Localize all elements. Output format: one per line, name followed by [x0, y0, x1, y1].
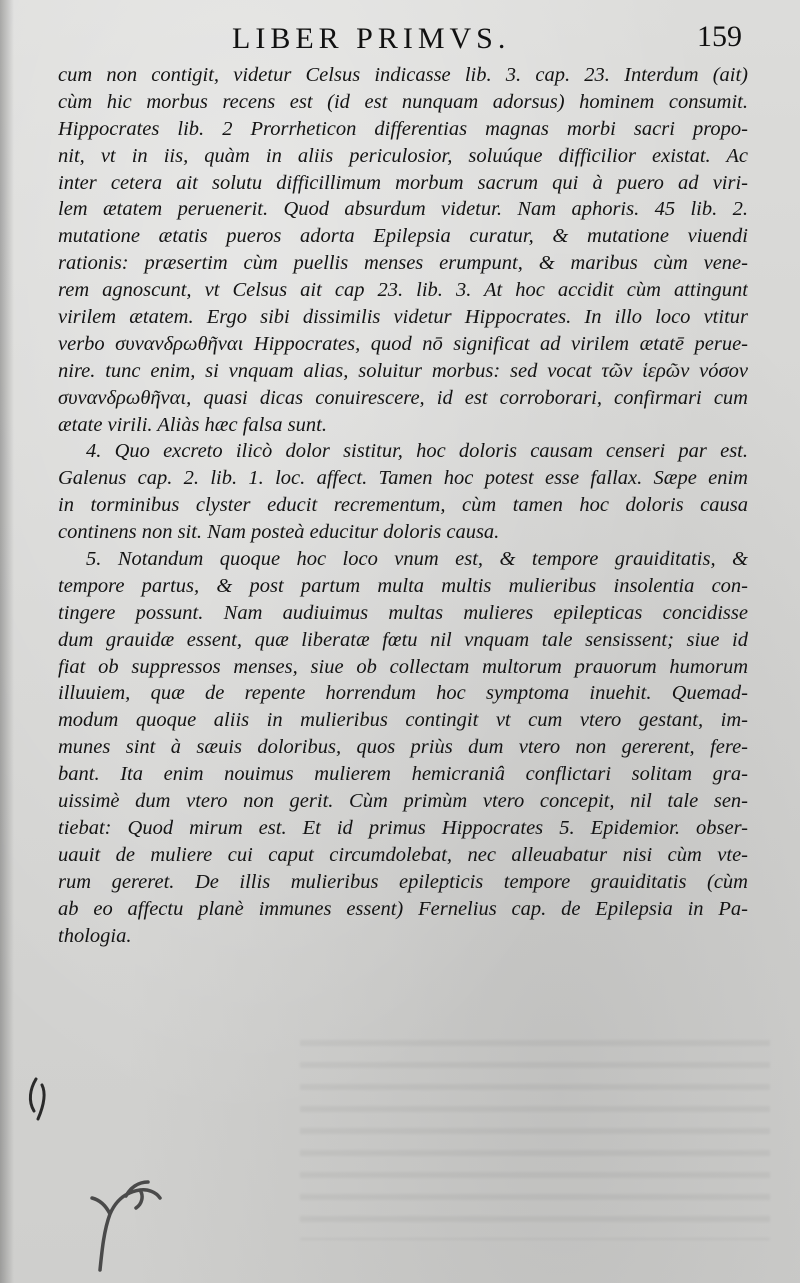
text-line: uissimè dum vtero non gerit. Cùm primùm vtero concepit, nil tale sen-: [58, 790, 748, 813]
paragraph-start-line: 5. Notandum quoque hoc loco vnum est, & tempore grauiditatis, &: [86, 548, 748, 571]
text-line: bant. Ita enim nouimus mulierem hemicraniâ conflictari solitam gra-: [58, 763, 748, 786]
text-line: dum grauidæ essent, quæ liberatæ fœtu nil vnquam tale sensissent; siue id: [58, 628, 748, 651]
text-line: ab eo affectu planè immunes essent) Fernelius cap. de Epilepsia in Pa-: [58, 897, 748, 920]
text-line: συνανδρωθῆναι, quasi dicas conuirescere, id est corroborari, confirmari cum: [58, 386, 748, 409]
text-line: modum quoque aliis in mulieribus contingit vt cum vtero gestant, im-: [58, 709, 748, 732]
text-line: mutatione ætatis pueros adorta Epilepsia curatur, & mutatione viuendi: [58, 225, 748, 248]
text-line: fiat ob suppressos menses, siue ob collectam multorum prauorum humorum: [58, 655, 748, 678]
text-line: munes sint à sæuis doloribus, quos priùs dum vtero non gererent, fere-: [58, 736, 748, 759]
text-line: illuuiem, quæ de repente horrendum hoc symptoma inuehit. Quemad-: [58, 682, 748, 705]
text-line: nit, vt in iis, quàm in aliis periculosior, soluúque difficilior existat. Ac: [58, 144, 748, 167]
text-line: tiebat: Quod mirum est. Et id primus Hippocrates 5. Epidemior. obser-: [58, 816, 748, 839]
text-line: in torminibus clyster educit recrementum, cùm tamen hoc doloris causa: [58, 494, 748, 517]
text-line: cum non contigit, videtur Celsus indicasse lib. 3. cap. 23. Interdum (ait): [58, 64, 748, 86]
text-line: cùm hic morbus recens est (id est nunquam adorsus) hominem consumit.: [58, 90, 748, 113]
body-text: [58, 62, 748, 949]
text-line: rum gereret. De illis mulieribus epilepticis tempore grauiditatis (cùm: [58, 870, 748, 893]
text-line: nire. tunc enim, si vnquam alias, soluitur morbus: sed vocat τῶν ἱερῶν νόσον: [58, 359, 748, 382]
text-line: Galenus cap. 2. lib. 1. loc. affect. Tamen hoc potest esse fallax. Sæpe enim: [58, 467, 748, 490]
paragraph-start-line: 4. Quo excreto ilicò dolor sistitur, hoc doloris causam censeri par est.: [86, 440, 748, 463]
show-through-text: [300, 1040, 770, 1240]
paragraph-end-line: ætate virili. Aliàs hæc falsa sunt.: [58, 413, 327, 436]
text-line: inter cetera ait solutu difficillimum morbum sacrum qui à puero ad viri-: [58, 171, 748, 194]
text-line: rem agnoscunt, vt Celsus ait cap 23. lib. 3. At hoc accidit cùm attingunt: [58, 279, 748, 302]
text-line: tempore partus, & post partum multa multis mulieribus insolentia con-: [58, 574, 748, 597]
ink-mark-icon: [24, 1075, 54, 1135]
paragraph-end-line: continens non sit. Nam posteà educitur doloris causa.: [58, 521, 500, 544]
text-line: virilem ætatem. Ergo sibi dissimilis videtur Hippocrates. In illo loco vtitur: [58, 306, 748, 329]
gutter-shadow: [0, 0, 14, 1283]
running-title: LIBER PRIMVS.: [232, 22, 511, 55]
paragraph-end-line: thologia.: [58, 924, 132, 947]
text-line: lem ætatem peruenerit. Quod absurdum videtur. Nam aphoris. 45 lib. 2.: [58, 198, 748, 221]
page-number: 159: [697, 20, 742, 53]
margin-doodle-icon: [30, 1170, 180, 1275]
text-line: rationis: præsertim cùm puellis menses erumpunt, & maribus cùm vene-: [58, 252, 748, 275]
text-line: tingere possunt. Nam audiuimus multas mulieres epilepticas concidisse: [58, 601, 748, 624]
page-header: [0, 18, 800, 58]
text-line: verbo συνανδρωθῆναι Hippocrates, quod nō significat ad virilem ætatē perue-: [58, 332, 748, 355]
text-line: uauit de muliere cui caput circumdolebat, nec alleuabatur nisi cùm vte-: [58, 843, 748, 866]
text-line: Hippocrates lib. 2 Prorrheticon differentias magnas morbi sacri propo-: [58, 117, 748, 140]
